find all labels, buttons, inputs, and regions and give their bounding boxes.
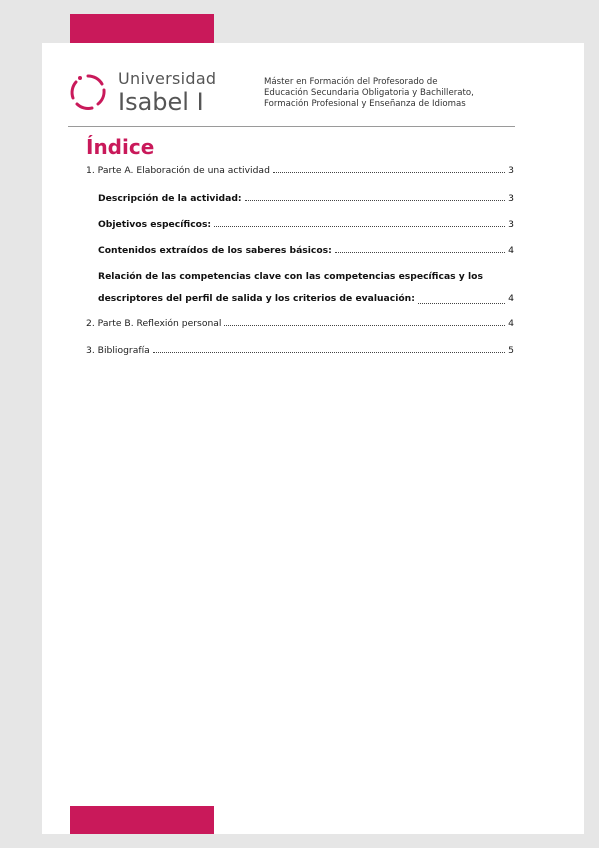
toc-page-number: 4 [508,318,514,329]
toc-entry-text: 3. Bibliografía [86,345,150,356]
toc-entry-text: 2. Parte B. Reflexión personal [86,318,222,329]
bottom-accent-band [70,806,214,834]
toc-leader-dots [224,325,505,326]
toc-leader-dots [245,200,506,201]
top-accent-band [70,14,214,43]
toc-entry-relacion[interactable] [98,266,514,310]
toc-page-number: 3 [508,193,514,204]
toc-entry-text: 1. Parte A. Elaboración de una actividad [86,165,270,176]
toc-entry-text-line2: descriptores del perfil de salida y los criterios de evaluación: [98,293,415,304]
toc-leader-dots [418,303,505,304]
toc-entry-objetivos[interactable] [98,219,514,230]
toc-leader-dots [214,226,505,227]
program-line1: Máster en Formación del Profesorado de [264,77,438,87]
toc-entry-bibliografia[interactable] [86,345,514,356]
university-logo [68,70,216,114]
toc-page-number: 3 [508,219,514,230]
logo-text-line2: Isabel I [118,88,204,116]
toc-entry-text: Relación de las competencias clave con las competencias específicas y los [98,271,483,282]
toc-entry-text: Contenidos extraídos de los saberes básicos: [98,245,332,256]
program-line2: Educación Secundaria Obligatoria y Bachillerato, [264,88,474,98]
university-emblem-icon [68,72,108,112]
document-page [42,43,584,834]
toc-page-number: 4 [508,245,514,256]
program-line3: Formación Profesional y Enseñanza de Idiomas [264,99,466,109]
toc-leader-dots [335,252,505,253]
toc-entry-parte-a[interactable] [86,165,514,176]
toc-entry-text: Descripción de la actividad: [98,193,242,204]
header-divider [68,126,515,127]
program-header [264,77,526,110]
toc-page-number: 4 [508,293,514,304]
toc-entry-text: Objetivos específicos: [98,219,212,230]
toc-leader-dots [153,352,505,353]
toc-entry-descripcion[interactable] [98,193,514,204]
toc-entry-contenidos[interactable] [98,245,514,256]
toc-entry-parte-b[interactable] [86,318,514,329]
logo-text-line1: Universidad [118,69,217,88]
toc-page-number: 3 [508,165,514,176]
toc-page-number: 5 [508,345,514,356]
toc-leader-dots [273,172,505,173]
page-title: Índice [86,135,155,159]
